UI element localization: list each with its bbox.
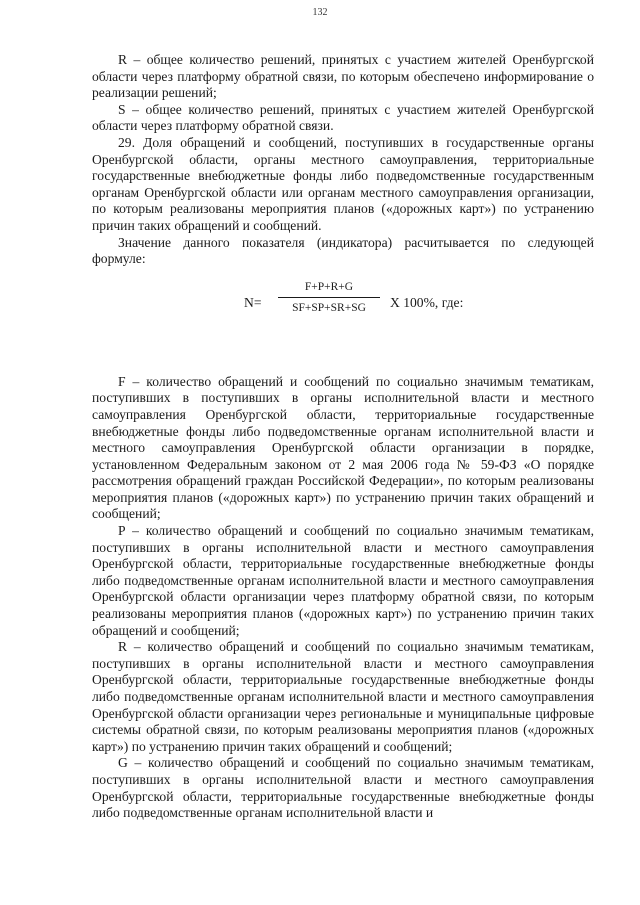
document-body (92, 52, 594, 822)
paragraph-g-definition: G – количество обращений и сообщений по социально значимым тематикам, поступивших в органы исполнительной власти и местного самоуправления Оренбургской области, территориальные государственные внебюджетные фонды либо подведомственные органам исполнительной власти и (92, 755, 594, 821)
paragraph-f-definition: F – количество обращений и сообщений по социально значимым тематикам, поступивших в поступивших в органы исполнительной власти и местного самоуправления Оренбургской области, территориальные государственные внебюджетные фонды либо подведомственные органам исполнительной власти и местного самоуправления Оренбургской области организации в порядке, установленном Федеральным законом от 2 мая 2006 года № 59-ФЗ «О порядке рассмотрения обращений граждан Российской Федерации», по которым реализованы мероприятия планов («дорожных карт») по устранению причин таких обращений и сообщений; (92, 373, 594, 522)
formula-fraction (278, 280, 380, 315)
formula-numerator: F+P+R+G (304, 280, 354, 293)
page-number: 132 (312, 7, 328, 18)
paragraph-p-definition: P – количество обращений и сообщений по социально значимым тематикам, поступивших в органы исполнительной власти и местного самоуправления Оренбургской области, территориальные государственные внебюджетные фонды либо подведомственные органам исполнительной власти и местного самоуправления Оренбургской области организации через платформу обратной связи, по которым реализованы мероприятия планов («дорожных карт») по устранению причин таких обращений и сообщений; (92, 523, 594, 638)
formula (92, 280, 594, 330)
paragraph-indicator-29: 29. Доля обращений и сообщений, поступивших в государственные органы Оренбургской области, органы местного самоуправления, территориальные государственные внебюджетные фонды либо подведомственные государственным органам Оренбургской области или органам местного самоуправления организации, по которым реализованы мероприятия планов («дорожных карт») по устранению причин таких обращений и сообщений. (92, 134, 594, 233)
formula-lhs: N= (244, 294, 262, 310)
paragraph-r-count-definition: R – количество обращений и сообщений по социально значимым тематикам, поступивших в органы исполнительной власти и местного самоуправления Оренбургской области, территориальные государственные внебюджетные фонды либо подведомственные органам исполнительной власти и местного самоуправления Оренбургской области организации через региональные и муниципальные цифровые системы обратной связи, по которым реализованы мероприятия планов («дорожных карт») по устранению причин таких обращений и сообщений; (92, 639, 594, 754)
formula-rhs: X 100%, где: (390, 294, 464, 310)
paragraph-formula-intro: Значение данного показателя (индикатора) расчитывается по следующей формуле: (92, 234, 594, 267)
formula-denominator: SF+SP+SR+SG (292, 301, 366, 314)
paragraph-s-definition: S – общее количество решений, принятых с участием жителей Оренбургской области через платформу обратной связи. (92, 101, 594, 134)
paragraph-r-definition: R – общее количество решений, принятых с участием жителей Оренбургской области через платформу обратной связи, по которым обеспечено информирование о реализации решений; (92, 52, 594, 101)
